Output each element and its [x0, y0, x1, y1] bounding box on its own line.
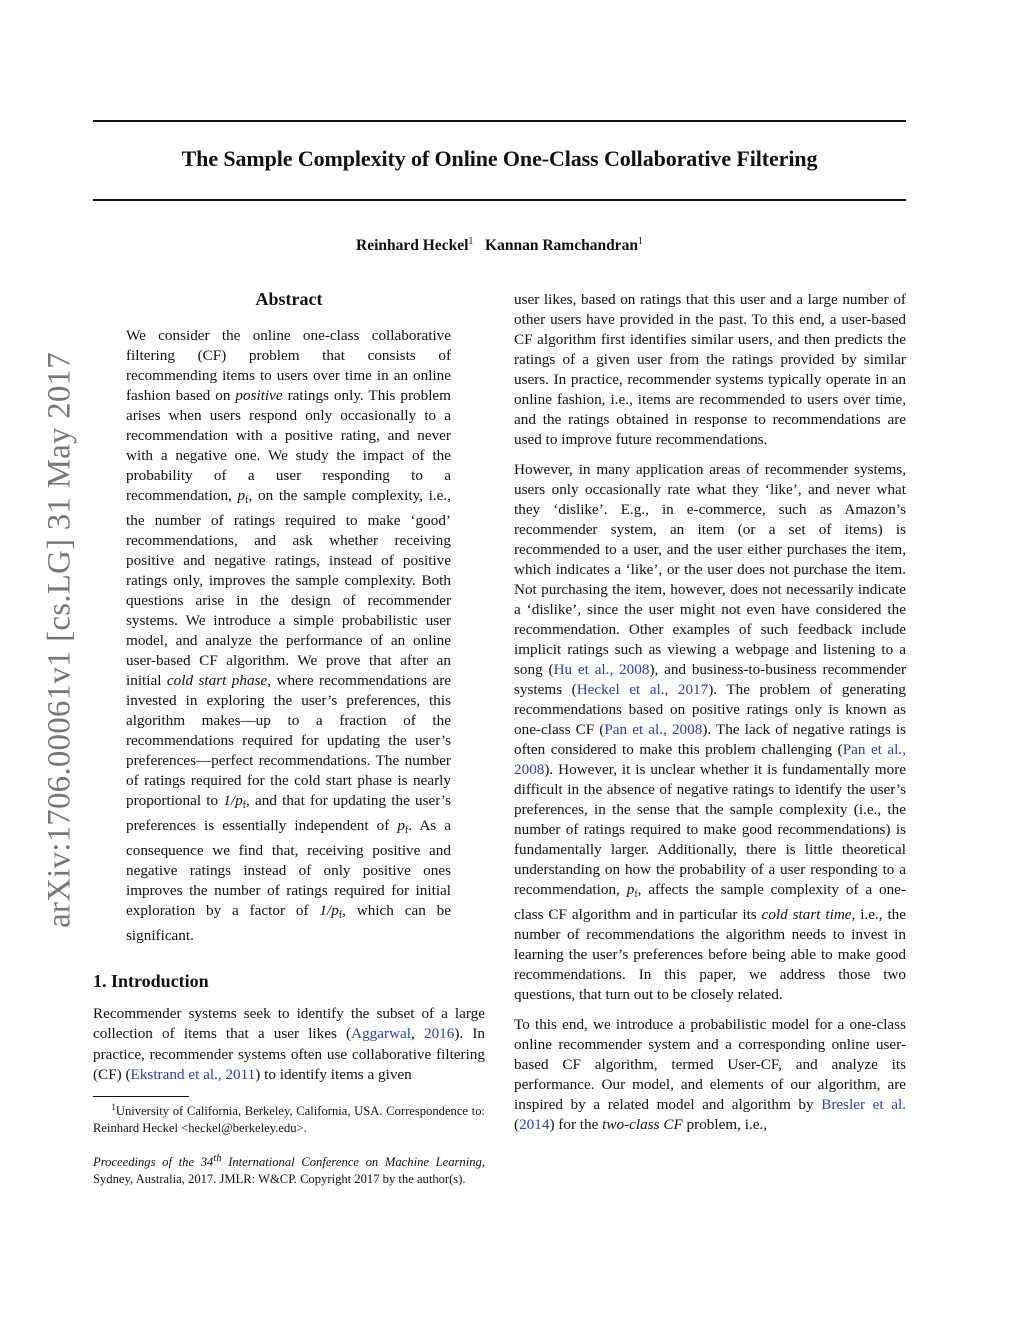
author-list	[93, 236, 906, 255]
paper-title: The Sample Complexity of Online One-Class Collaborative Filtering	[181, 146, 818, 171]
math-p-f: $p_f$	[237, 487, 249, 506]
section-heading-introduction: 1. Introduction	[93, 971, 209, 991]
citation-link[interactable]: 2014	[519, 1116, 550, 1133]
citation-link[interactable]: Ekstrand et al., 2011	[130, 1065, 256, 1083]
citation-link[interactable]: 2016	[423, 1025, 455, 1043]
citation-link[interactable]: Heckel et al., 2017	[576, 681, 709, 698]
citation-link[interactable]: Bresler et al.	[821, 1096, 906, 1113]
body-paragraph: To this end, we introduce a probabilistic model for a one-class online recommender system and a corresponding online user-based CF algorithm, termed User-CF, and analyze its performance. Our model, and elements of our algorithm, are inspired by a related model and algorithm by Bresler et al. (2014) for the two-class CF problem, i.e.,	[514, 1016, 906, 1133]
citation-link[interactable]: Aggarwal	[351, 1025, 411, 1043]
affiliation-footnote: $^1$University of California, Berkeley, California, USA. Correspondence to: Reinhard Heckel <heckel@berkeley.edu>.	[93, 1102, 485, 1136]
title-bottom-rule	[93, 199, 906, 201]
introduction-paragraph: Recommender systems seek to identify the subset of a large collection of items that a user likes (Aggarwal, 2016). In practice, recommender systems often use collaborative filtering (CF) (Ekstrand et al., 2011) to identify items a given	[93, 1005, 486, 1083]
right-column	[514, 290, 906, 1145]
footnote-rule	[93, 1096, 189, 1097]
math-inverse-p-f: $1/p_f$	[319, 902, 343, 921]
author-name: Kannan Ramchandran	[485, 237, 638, 255]
arxiv-stamp: arXiv:1706.00061v1 [cs.LG] 31 May 2017	[41, 352, 78, 928]
math-p-f: $p_f$	[397, 817, 409, 836]
body-paragraph: However, in many application areas of recommender systems, users only occasionally rate what they ‘like’, and never what they ‘dislike’. E.g., in e-commerce, such as Amazon’s recommender system, an item (or a set of items) is recommended to a user, and the user either purchases the item, which indicates a ‘like’, or the user does not purchase the item. Not purchasing the item, however, does not necessarily indicate a ‘dislike’, since the user might not even have considered the recommendation. Other examples of such feedback include implicit ratings such as viewing a webpage and listening to a song (Hu et al., 2008), and business-to-business recommender systems (Heckel et al., 2017). The problem of generating recommendations based on positive ratings only is known as one-class CF (Pan et al., 2008). The lack of negative ratings is often considered to make this problem challenging (Pan et al., 2008). However, it is unclear whether it is fundamentally more difficult in the absence of negative ratings to identify the user’s preferences, in the sense that the sample complexity (i.e., the number of ratings required to make good recommendations) is fundamentally larger. Additionally, there is little theoretical understanding on how the probability of a user responding to a recommendation, $p_f$, affects the sample complexity of a one-class CF algorithm and in particular its cold start time, i.e., the number of recommendations the algorithm needs to invest in learning the user’s preferences before being able to make good recommendations. In this paper, we address those two questions, that turn out to be closely related.	[514, 461, 907, 1003]
emphasis: positive	[235, 387, 283, 404]
abstract-body: We consider the online one-class collaborative filtering (CF) problem that consists of recommending items to users over time in an online fashion based on positive ratings only. This problem arises when users respond only occasionally to a recommendation with a positive rating, and never with a negative one. We study the impact of the probability of a user responding to a recommendation, $p_f$, on the sample complexity, i.e., the number of ratings required to make ‘good’ recommendations, and ask whether receiving positive and negative ratings, instead of positive ratings only, improves the sample complexity. Both questions arise in the design of recommender systems. We introduce a simple probabilistic user model, and analyze the performance of an online user-based CF algorithm. We prove that after an initial cold start phase, where recommendations are invested in exploring the user’s preferences, this algorithm makes—up to a fraction of the recommendations required for updating the user’s preferences—perfect recommendations. The number of ratings required for the cold start phase is nearly proportional to $1/p_f$, and that for updating the user’s preferences is essentially independent of $p_f$. As a consequence we find that, receiving positive and negative ratings instead of only positive ones improves the number of ratings required for initial exploration by a factor of $1/p_f$, which can be significant.	[126, 327, 452, 944]
author-name: Reinhard Heckel	[356, 237, 469, 255]
emphasis: cold start time	[761, 906, 852, 923]
citation-link[interactable]: Pan et al., 2008	[604, 721, 703, 738]
citation-link[interactable]: Hu et al., 2008	[553, 661, 650, 678]
affiliation-mark: 1	[637, 236, 643, 247]
emphasis: two-class CF	[602, 1116, 683, 1133]
body-paragraph: user likes, based on ratings that this user and a large number of other users have provided in the past. To this end, a user-based CF algorithm first identifies similar users, and then predicts the ratings of a given user from the ratings provided by similar users. In practice, recommender systems typically operate in an online fashion, i.e., items are recommended to users over time, and the ratings obtained in response to recommendations are used to improve future recommendations.	[514, 291, 906, 448]
title-top-rule	[93, 120, 906, 122]
affiliation-mark: 1	[468, 236, 474, 247]
emphasis: cold start phase	[166, 672, 268, 689]
math-inverse-p-f: $1/p_f$	[223, 792, 247, 811]
abstract-heading: Abstract	[255, 289, 323, 309]
citation-link[interactable]: Pan et al., 2008	[514, 741, 906, 778]
math-p-f: $p_f$	[626, 881, 638, 900]
proceedings-note: Proceedings of the 34th International Conference on Machine Learning, Sydney, Australia, 2017. JMLR: W&CP. Copyright 2017 by the author(s).	[93, 1153, 485, 1187]
